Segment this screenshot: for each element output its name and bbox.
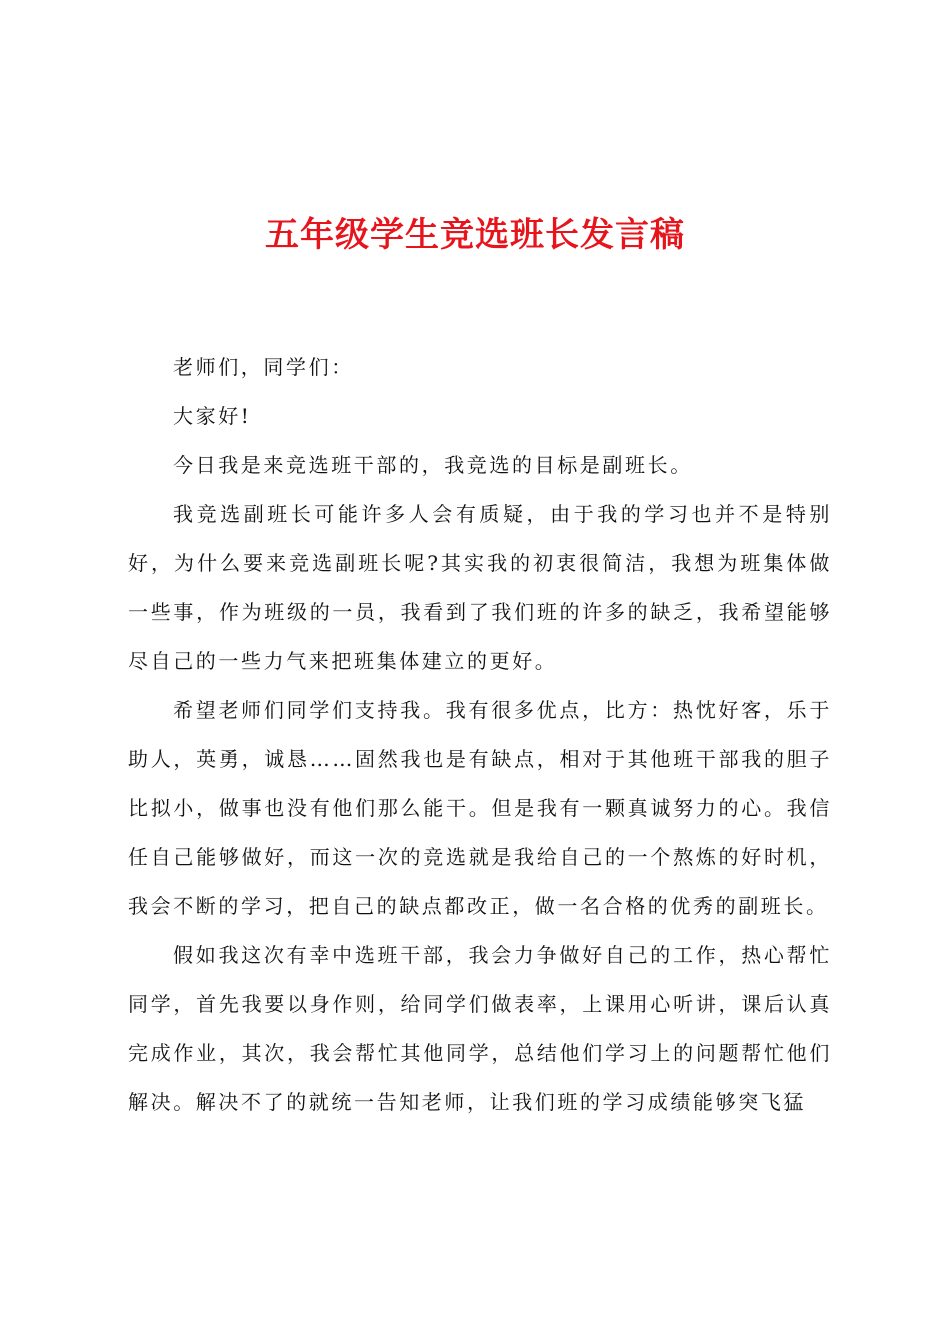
document-title: 五年级学生竞选班长发言稿 [265, 215, 685, 255]
body-paragraph: 希望老师们同学们支持我。我有很多优点，比方：热忱好客，乐于助人，英勇，诚恳……固然我也是有缺点，相对于其他班干部我的胆子比拟小，做事也没有他们那么能干。但是我有一颗真诚努力的心。我信任自己能够做好，而这一次的竞选就是我给自己的一个熬炼的好时机，我会不断的学习，把自己的缺点都改正，做一名合格的优秀的副班长。 [128, 698, 832, 918]
body-paragraph: 假如我这次有幸中选班干部，我会力争做好自己的工作，热心帮忙同学，首先我要以身作则，给同学们做表率，上课用心听讲，课后认真完成作业，其次，我会帮忙其他同学，总结他们学习上的问题帮忙他们解决。解决不了的就统一告知老师，让我们班的学习成绩能够突飞猛 [128, 943, 832, 1114]
body-paragraph: 今日我是来竞选班干部的，我竞选的目标是副班长。 [173, 453, 693, 477]
salutation: 老师们，同学们： [173, 355, 354, 379]
document-body [128, 343, 832, 1127]
greeting: 大家好! [173, 404, 252, 428]
body-paragraph: 我竞选副班长可能许多人会有质疑，由于我的学习也并不是特别好，为什么要来竞选副班长呢?其实我的初衷很简洁，我想为班集体做一些事，作为班级的一员，我看到了我们班的许多的缺乏，我希望能够尽自己的一些力气来把班集体建立的更好。 [128, 502, 832, 673]
